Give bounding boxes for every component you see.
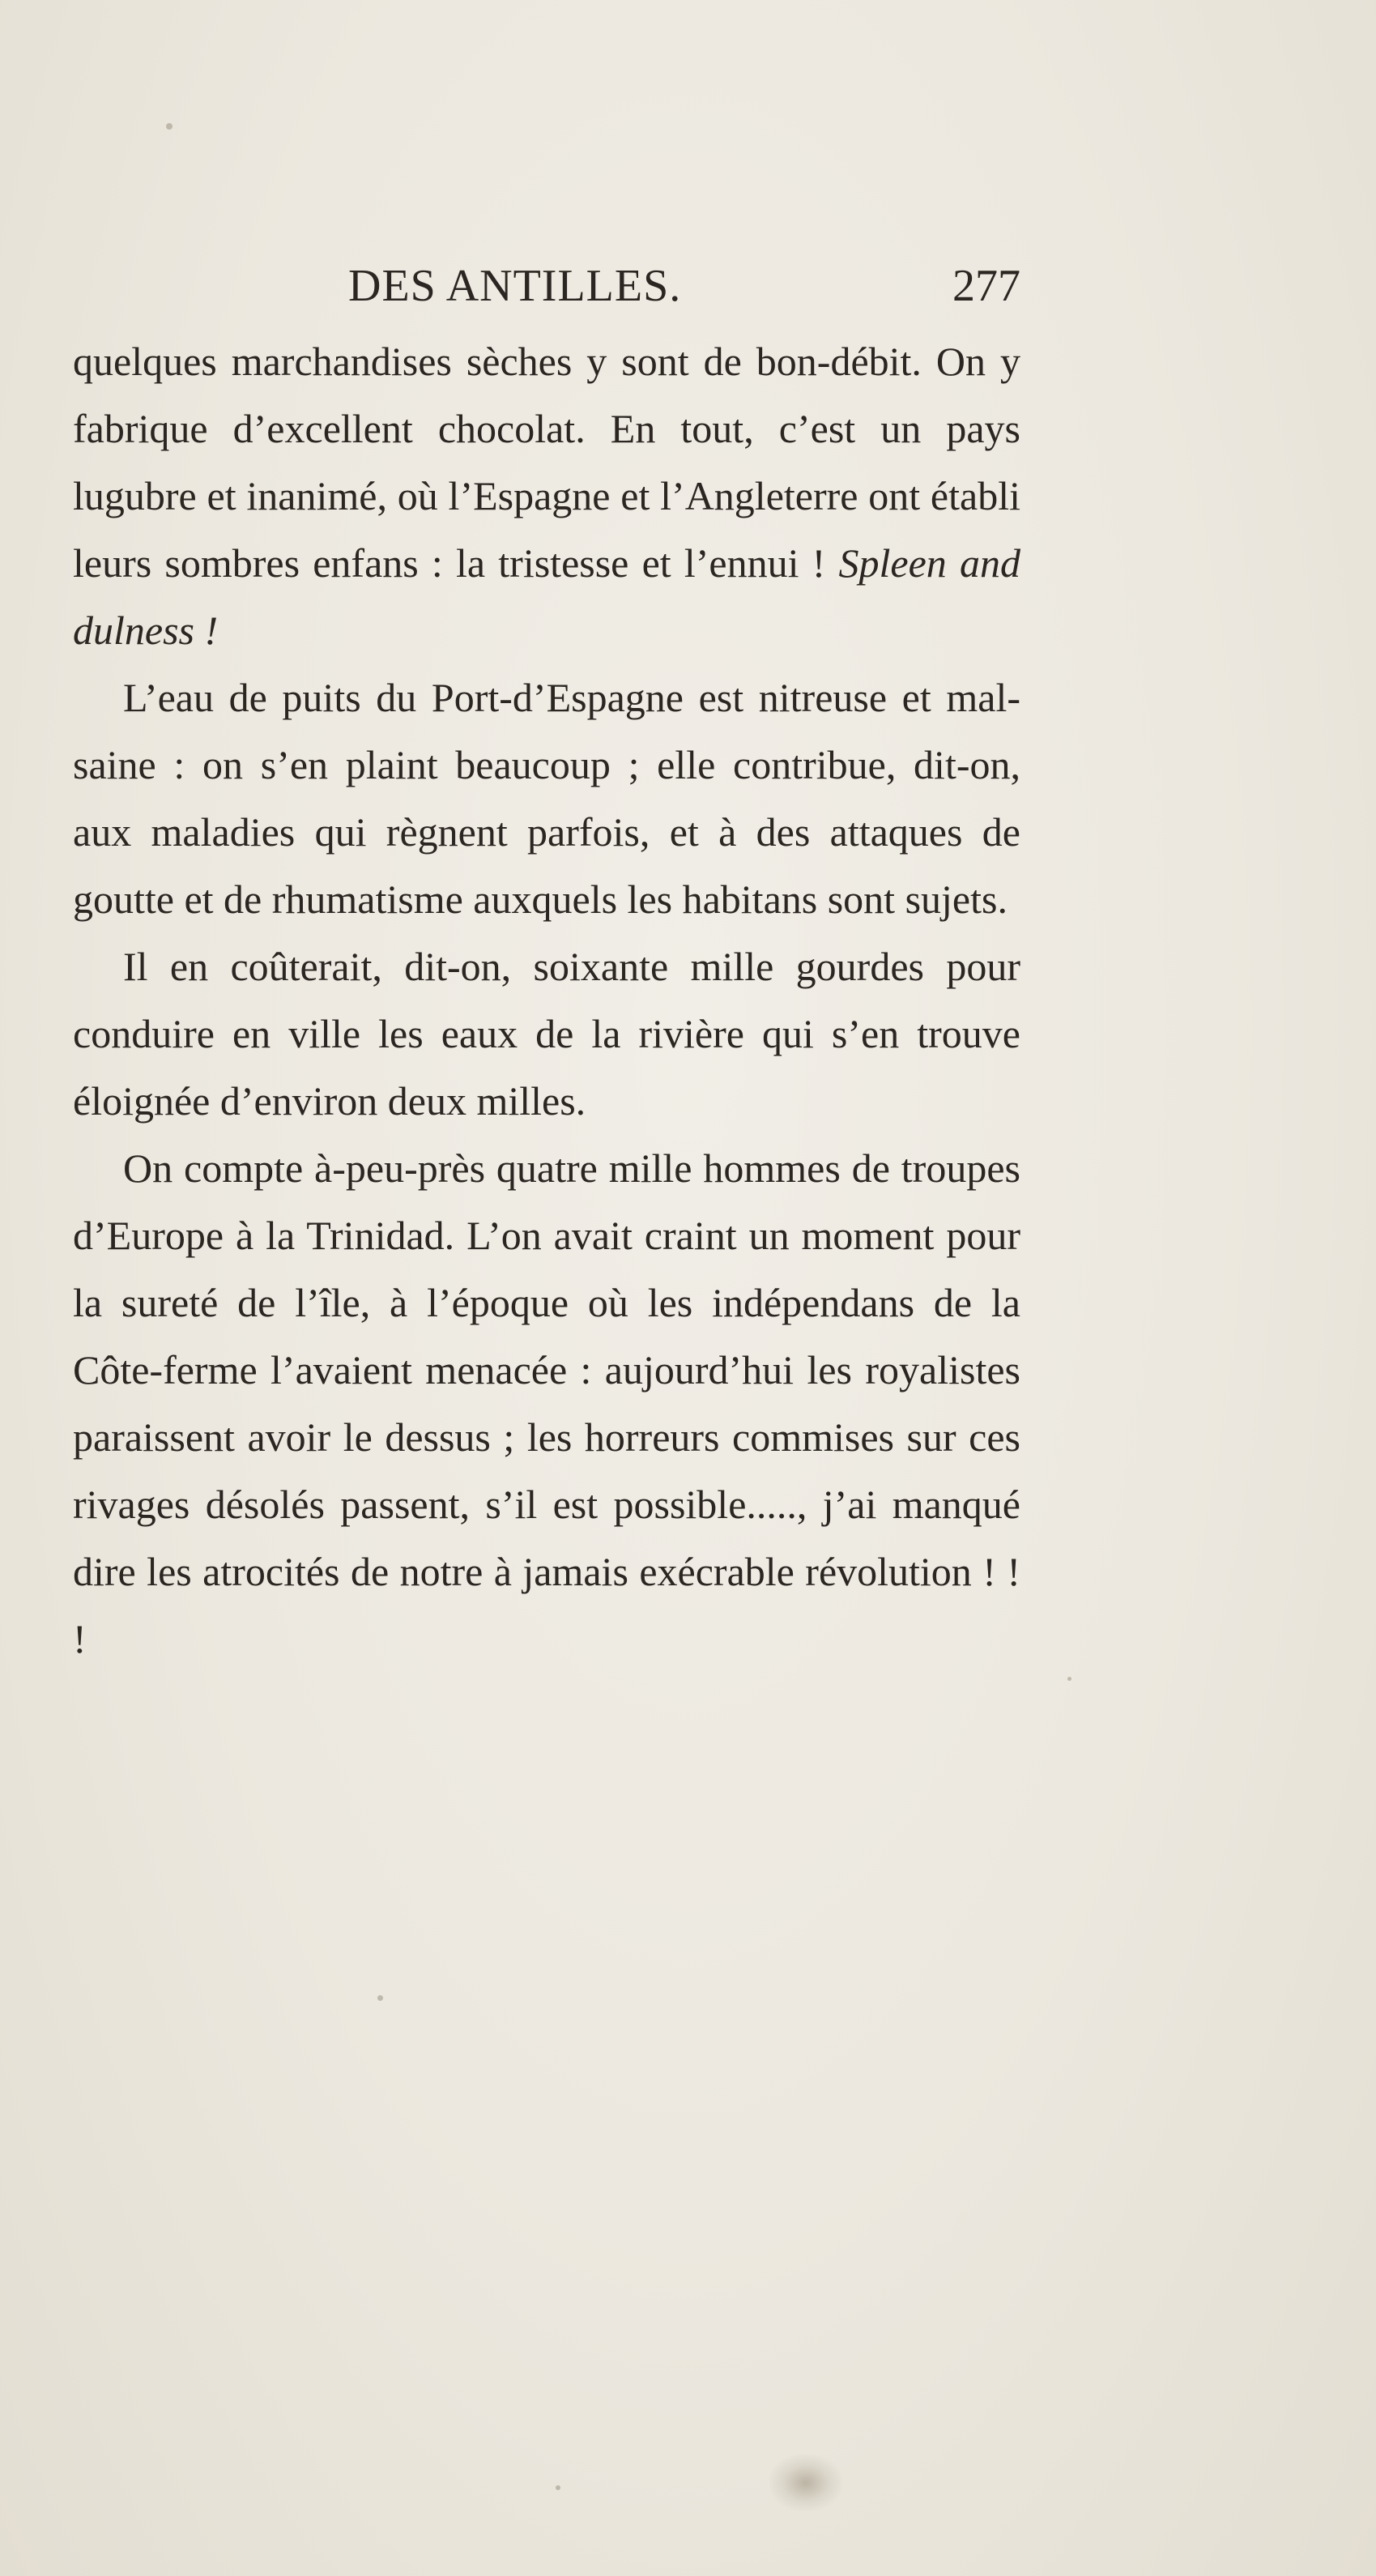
page-number: 277 xyxy=(952,261,1020,311)
paragraph xyxy=(73,933,1020,1135)
paragraph-text: quelques marchandises sèches y sont de bon-débit. On y fabrique d’excellent chocolat. En tout, c’est un pays lugubre et inanimé, où l’Espagne et l’Angleterre ont établi leurs sombres enfans : la tristesse et l’ennui ! xyxy=(73,339,1020,586)
paragraph-text: On compte à-peu-près quatre mille hommes de troupes d’Europe à la Trinidad. L’on avait craint un moment pour la sureté de l’île, à l’époque où les indépendans de la Côte-ferme l’avaient menacée : aujourd’hui les royalistes paraissent avoir le dessus ; les horreurs commises sur ces rivages désolés passent, s’il est possible....., j’ai manqué dire les atrocités de notre à jamais exécrable révolution ! ! ! xyxy=(73,1145,1020,1661)
running-head xyxy=(73,258,1020,314)
body-text xyxy=(73,328,1020,1673)
paragraph xyxy=(73,328,1020,664)
running-title: DES ANTILLES. xyxy=(348,261,682,311)
paragraph xyxy=(73,1135,1020,1673)
paragraph-text: L’eau de puits du Port-d’Espagne est nitreuse et mal-saine : on s’en plaint beaucoup ; elle contribue, dit-on, aux maladies qui règnent parfois, et à des attaques de goutte et de rhumatisme auxquels les habitans sont sujets. xyxy=(73,675,1020,922)
paragraph xyxy=(73,664,1020,933)
paper-speck xyxy=(166,123,173,130)
italic-phrase: Spleen and dulness ! xyxy=(73,540,1020,653)
paragraph-text: Il en coûterait, dit-on, soixante mille gourdes pour conduire en ville les eaux de la rivière qui s’en trouve éloignée d’environ deux milles. xyxy=(73,944,1020,1124)
paper-speck xyxy=(556,2485,560,2490)
paper-speck xyxy=(1067,1677,1071,1681)
paper-speck xyxy=(377,1995,383,2001)
ink-smudge xyxy=(769,2454,842,2511)
